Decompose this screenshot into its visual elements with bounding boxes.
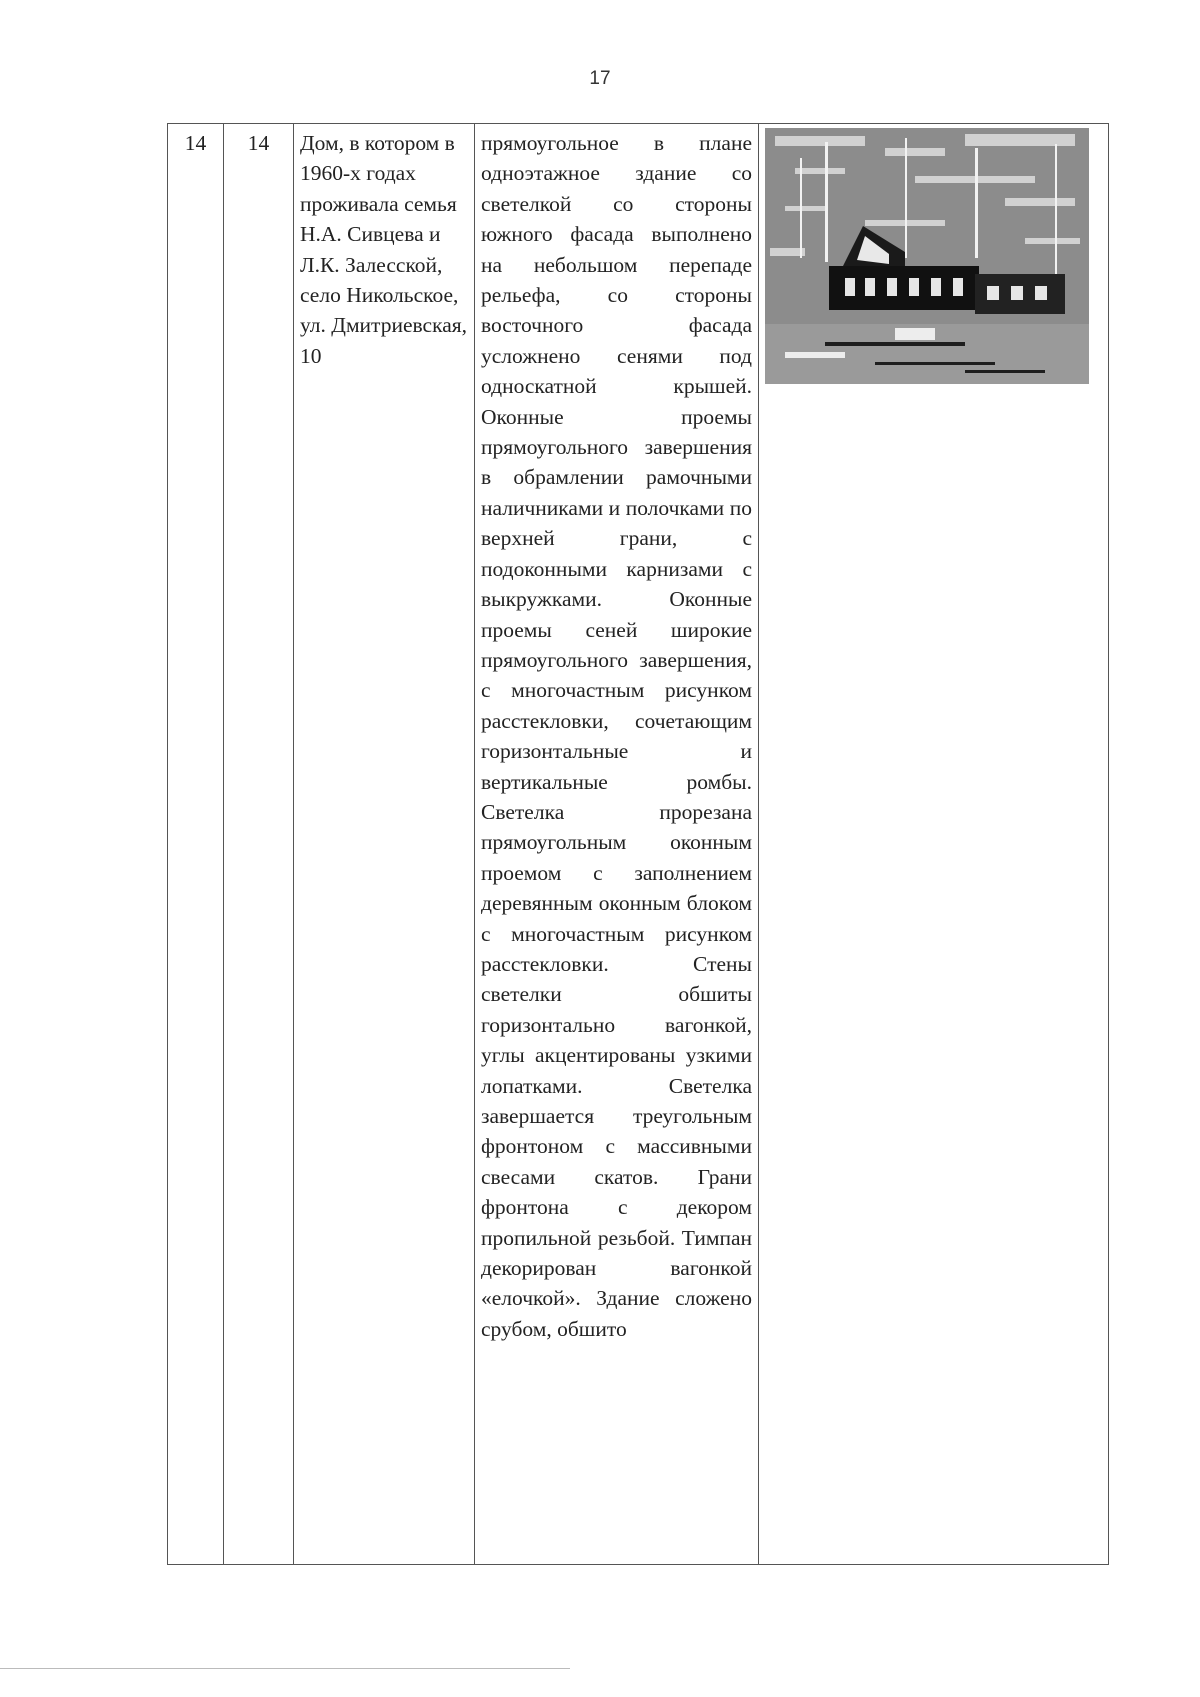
scan-edge-line: [0, 1668, 570, 1669]
object-number-cell: 14: [224, 124, 294, 1565]
table-row: [168, 124, 1109, 1565]
page-number: 17: [589, 68, 611, 89]
object-name-cell: Дом, в котором в 1960-х годах проживала семья Н.А. Сивцева и Л.К. Залесской, село Никольское, ул. Дмитриевская, 10: [294, 124, 475, 1565]
registry-table: [167, 123, 1109, 1565]
row-number-cell: 14: [168, 124, 224, 1565]
description-text: прямоугольное в плане одноэтажное здание со светелкой со стороны южного фасада выполнено на небольшом перепаде рельефа, со стороны восточного фасада усложнено сенями под односкатной крышей. Оконные проемы прямоугольного завершения в обрамлении рамочными наличниками и полочками по верхней грани, с подоконными карнизами с выкружками. Оконные проемы сеней широкие прямоугольного завершения, с многочастным рисунком расстекловки, сочетающим горизонтальные и вертикальные ромбы. Светелка прорезана прямоугольным оконным проемом с заполнением деревянным оконным блоком с многочастным рисунком расстекловки. Стены светелки обшиты горизонтально вагонкой, углы акцентированы узкими лопатками. Светелка завершается треугольным фронтоном с массивными свесами скатов. Грани фронтона с декором пропильной резьбой. Тимпан декорирован вагонкой «елочкой». Здание сложено срубом, обшито: [481, 131, 752, 1341]
house-photo: [765, 128, 1089, 384]
house-photo-icon: [765, 128, 1089, 384]
object-description-cell: [475, 124, 759, 1565]
photo-cell: [759, 124, 1109, 1565]
